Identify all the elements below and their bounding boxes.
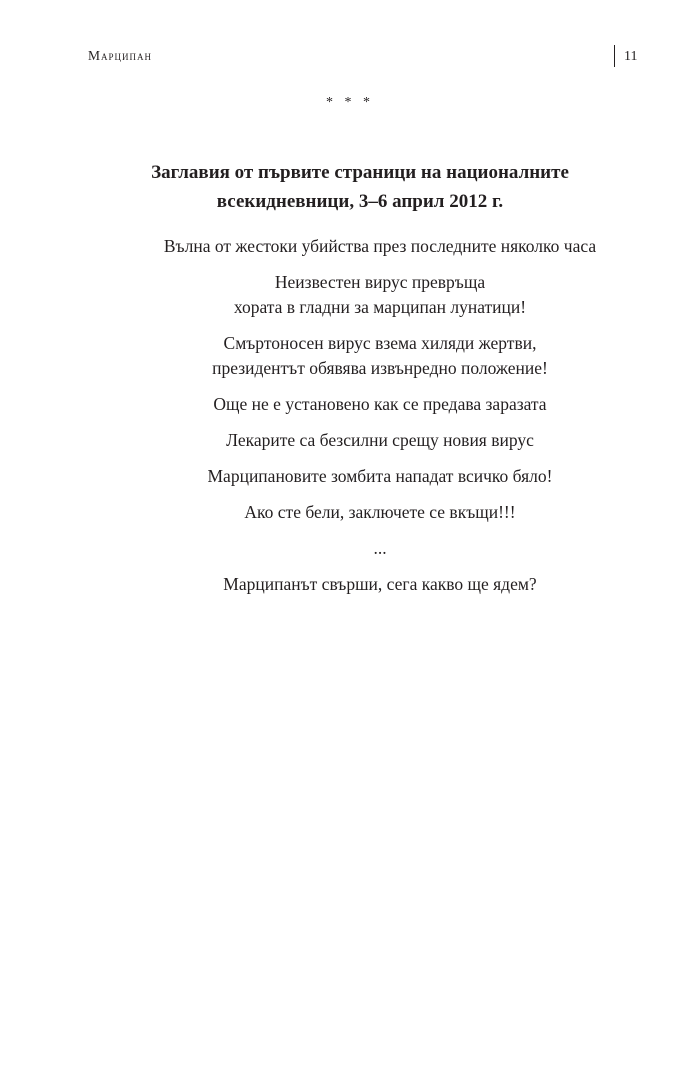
headline-line: Още не е установено как се предава заразата: [213, 394, 547, 414]
headline-line: президентът обявява извънредно положение!: [212, 358, 548, 378]
headline-item: [0, 270, 700, 320]
headline-line: Ако сте бели, заключете се вкъщи!!!: [244, 502, 516, 522]
section-heading-line: Заглавия от първите страници на националните: [151, 162, 569, 183]
running-title: Марципан: [88, 48, 153, 63]
headline-list: [0, 234, 700, 608]
headline-item: [0, 331, 700, 381]
headline-line: Неизвестен вирус превръща: [274, 272, 486, 292]
ellipsis-line: ...: [373, 538, 387, 558]
headline-item: [0, 464, 700, 489]
headline-line: Марципановите зомбита нападат всичко бяло!: [207, 466, 553, 486]
section-separator: * * *: [326, 95, 374, 110]
headline-item: [0, 428, 700, 453]
headline-line: Марципанът свърши, сега какво ще ядем?: [223, 574, 537, 594]
headline-item: [0, 536, 700, 561]
page-number-rule: [614, 45, 615, 67]
headline-line: Смъртоносен вирус взема хиляди жертви,: [223, 333, 537, 353]
headline-line: хората в гладни за марципан лунатици!: [233, 297, 527, 317]
headline-item: [0, 392, 700, 417]
headline-item: [0, 234, 700, 259]
section-heading-line: всекидневници, 3–6 април 2012 г.: [216, 191, 504, 212]
headline-line: Вълна от жестоки убийства през последните няколко часа: [163, 236, 597, 256]
page-number: 11: [624, 49, 638, 64]
headline-line: Лекарите са безсилни срещу новия вирус: [226, 430, 534, 450]
headline-item: [0, 500, 700, 525]
section-heading: [100, 158, 620, 216]
headline-item: [0, 572, 700, 597]
